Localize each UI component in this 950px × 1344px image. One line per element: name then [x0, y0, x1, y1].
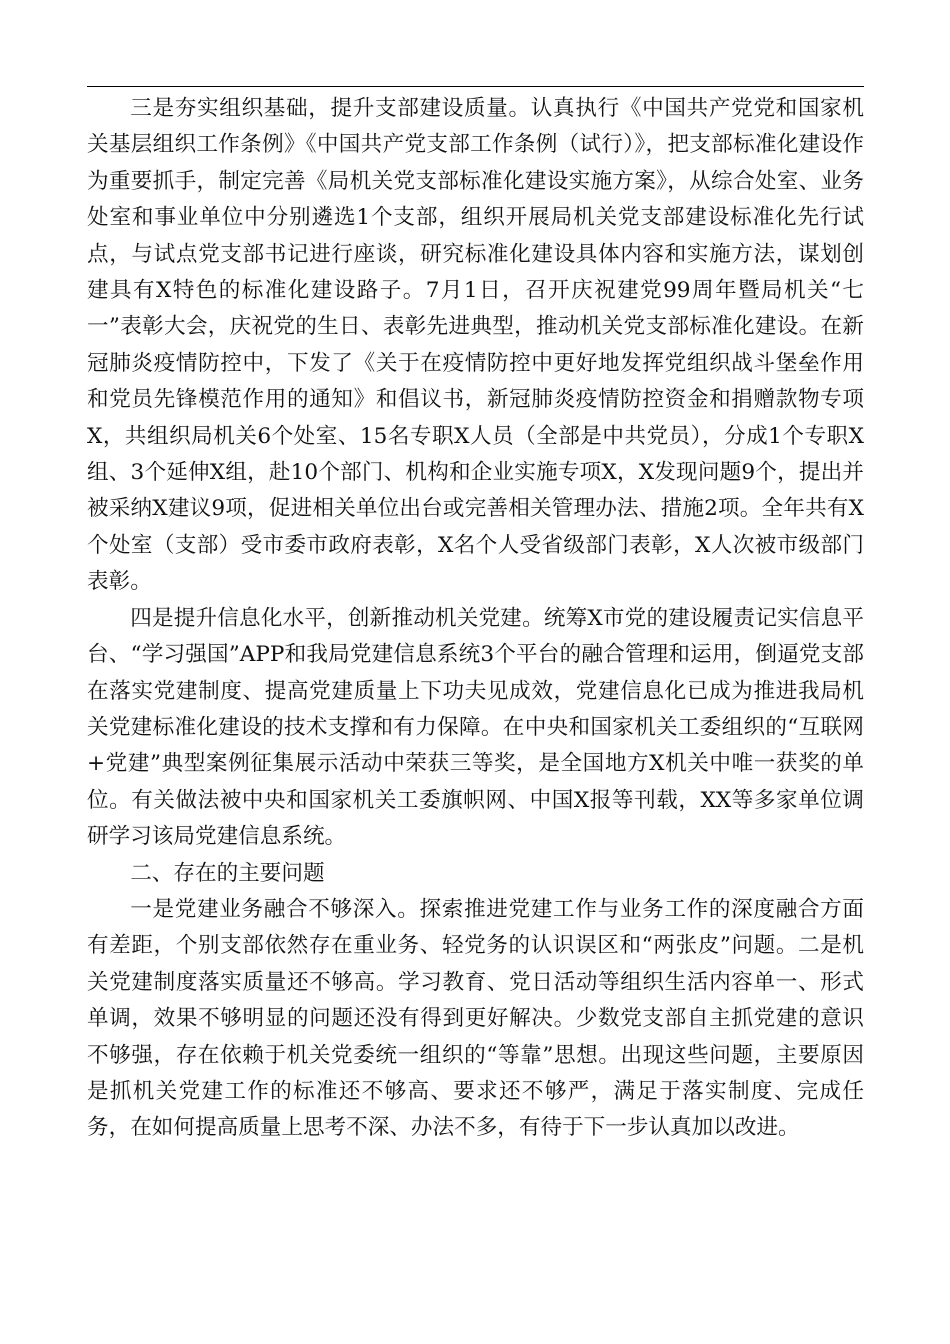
paragraph-organization-foundation: 三是夯实组织基础，提升支部建设质量。认真执行《中国共产党党和国家机关基层组织工作条例》《中国共产党支部工作条例（试行）》，把支部标准化建设作为重要抓手，制定完善《局机关党支部标准化建设实施方案》，从综合处室、业务处室和事业单位中分别遴选1个支部，组织开展局机关党支部建设标准化先行试点，与试点党支部书记进行座谈，研究标准化建设具体内容和实施方法，谋划创建具有X特色的标准化建设路子。7月1日，召开庆祝建党99周年暨局机关“七一”表彰大会，庆祝党的生日、表彰先进典型，推动机关党支部标准化建设。在新冠肺炎疫情防控中，下发了《关于在疫情防控中更好地发挥党组织战斗堡垒作用和党员先锋模范作用的通知》和倡议书，新冠肺炎疫情防控资金和捐赠款物专项X，共组织局机关6个处室、15名专职X人员（全部是中共党员），分成1个专职X组、3个延伸X组，赴10个部门、机构和企业实施专项X，X发现问题9个，提出并被采纳X建议9项，促进相关单位出台或完善相关管理办法、措施2项。全年共有X个处室（支部）受市委市政府表彰，X名个人受省级部门表彰，X人次被市级部门表彰。: [87, 96, 864, 595]
document-body: [87, 87, 864, 1147]
paragraph-informatization: 四是提升信息化水平，创新推动机关党建。统筹X市党的建设履责记实信息平台、“学习强国”APP和我局党建信息系统3个平台的融合管理和运用，倒逼党支部在落实党建制度、提高党建质量上下功夫见成效，党建信息化已成为推进我局机关党建标准化建设的技术支撑和有力保障。在中央和国家机关工委组织的“互联网+党建”典型案例征集展示活动中荣获三等奖，是全国地方X机关中唯一获奖的单位。有关做法被中央和国家机关工委旗帜网、中国X报等刊载，XX等多家单位调研学习该局党建信息系统。: [87, 605, 864, 850]
paragraph-problems: 一是党建业务融合不够深入。探索推进党建工作与业务工作的深度融合方面有差距，个别支部依然存在重业务、轻党务的认识误区和“两张皮”问题。二是机关党建制度落实质量还不够高。学习教育、党日活动等组织生活内容单一、形式单调，效果不够明显的问题还没有得到更好解决。少数党支部自主抓党建的意识不够强，存在依赖于机关党委统一组织的“等靠”思想。出现这些问题，主要原因是抓机关党建工作的标准还不够高、要求还不够严，满足于落实制度、完成任务，在如何提高质量上思考不深、办法不多，有待于下一步认真加以改进。: [87, 896, 864, 1141]
section-heading-main-problems: 二、存在的主要问题: [130, 860, 325, 886]
document-page: [87, 86, 864, 1147]
